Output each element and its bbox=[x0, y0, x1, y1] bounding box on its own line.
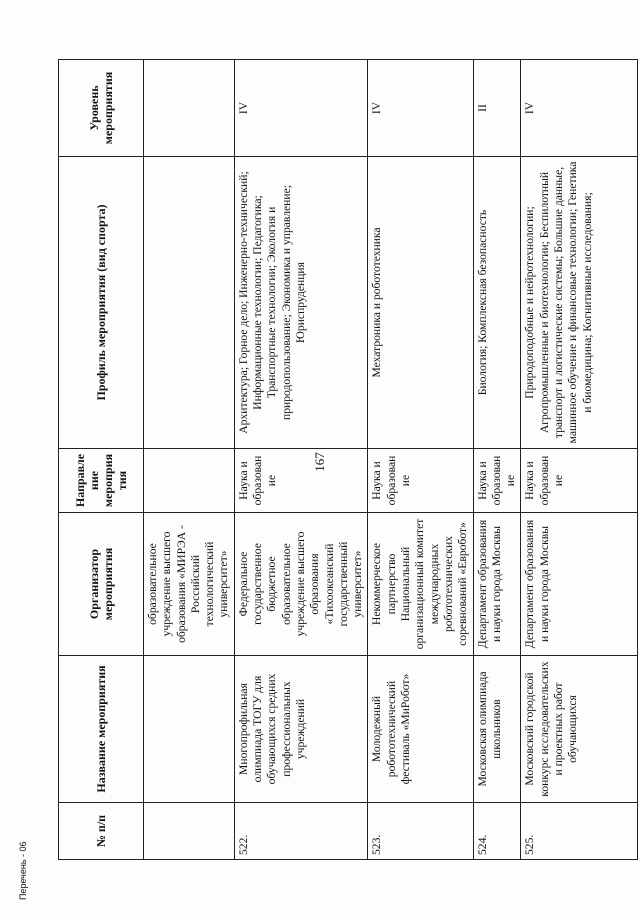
cell-level: IV bbox=[234, 60, 368, 157]
cell-num bbox=[144, 803, 235, 860]
table-row bbox=[368, 60, 473, 860]
cell-level: IV bbox=[521, 60, 638, 157]
cell-organizer: образовательное учреждение высшего образования «МИРЭА - Российский технологический университет» bbox=[144, 513, 235, 656]
table-header-row bbox=[59, 60, 144, 860]
cell-direction bbox=[144, 449, 235, 513]
page-number-text: 167 bbox=[312, 452, 327, 472]
table-row bbox=[521, 60, 638, 860]
rotated-table-container bbox=[58, 60, 594, 860]
cell-num: 524. bbox=[473, 803, 521, 860]
header-level: Уровень мероприятия bbox=[59, 60, 144, 157]
header-profile: Профиль мероприятия (вид спорта) bbox=[59, 157, 144, 449]
table-row bbox=[234, 60, 368, 860]
cell-direction: Наука и образование bbox=[368, 449, 473, 513]
cell-name bbox=[144, 656, 235, 803]
cell-num: 522. bbox=[234, 803, 368, 860]
header-organizer: Организатор мероприятия bbox=[59, 513, 144, 656]
cell-profile: Биология; Комплексная безопасность bbox=[473, 157, 521, 449]
cell-level: IV bbox=[368, 60, 473, 157]
cell-name: Московская олимпиада школьников bbox=[473, 656, 521, 803]
cell-organizer: Некоммерческое партнерство Национальный организационный комитет международных робототехнических соревнований «Евробот» bbox=[368, 513, 473, 656]
cell-level bbox=[144, 60, 235, 157]
header-num: № п/п bbox=[59, 803, 144, 860]
cell-organizer: Департамент образования и науки города Москвы bbox=[521, 513, 638, 656]
cell-profile: Природоподобные и нейротехнологии; Агропромышленные и биотехнологии; Беспилотный транспорт и логистические системы; Большие данные, машинное обучение и финансовые технологии; Генетика и биомедицина; Когнитивные исследования; bbox=[521, 157, 638, 449]
cell-direction: Наука и образование bbox=[234, 449, 368, 513]
cell-organizer: Департамент образования и науки города Москвы bbox=[473, 513, 521, 656]
header-name: Название мероприятия bbox=[59, 656, 144, 803]
footer-text: Перечень - 06 bbox=[18, 841, 28, 900]
table-row bbox=[473, 60, 521, 860]
cell-direction: Наука и образование bbox=[473, 449, 521, 513]
cell-num: 523. bbox=[368, 803, 473, 860]
events-table bbox=[58, 59, 638, 860]
cell-level: II bbox=[473, 60, 521, 157]
cell-direction: Наука и образование bbox=[521, 449, 638, 513]
table-row bbox=[144, 60, 235, 860]
cell-name: Молодежный робототехнический фестиваль «МиРобот» bbox=[368, 656, 473, 803]
cell-name: Московский городской конкурс исследовательских и проектных работ обучающихся bbox=[521, 656, 638, 803]
cell-organizer: Федеральное государственное бюджетное образовательное учреждение высшего образования «Тихоокеанский государственный университет» bbox=[234, 513, 368, 656]
cell-profile bbox=[144, 157, 235, 449]
cell-name: Многопрофильная олимпиада ТОГУ для обучающихся средних профессиональных учреждений bbox=[234, 656, 368, 803]
header-direction: Направление мероприятия bbox=[59, 449, 144, 513]
cell-profile: Архитектура; Горное дело; Инженерно-технический; Информационные технологии; Педагогика; Транспортные технологии; Экология и природопользование; Экономика и управление; Юриспруденция bbox=[234, 157, 368, 449]
cell-num: 525. bbox=[521, 803, 638, 860]
cell-profile: Мехатроника и робототехника bbox=[368, 157, 473, 449]
